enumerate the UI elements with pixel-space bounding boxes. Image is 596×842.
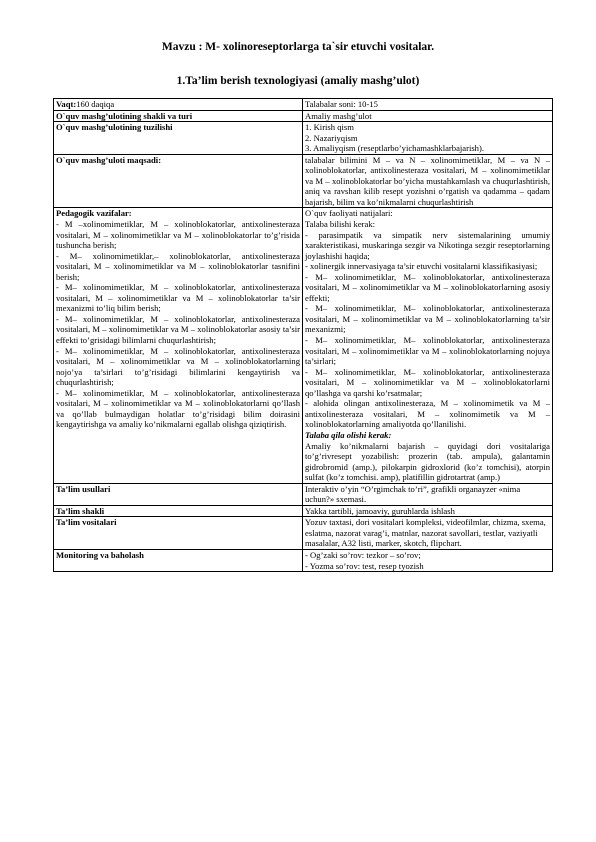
tools-label: Ta’lim vositalari (54, 517, 303, 550)
list-item: - M –xolinomimetiklar, M – xolinoblokatorlar, antixolinesteraza vositalari, M – xolinomimetiklar va M – xolinoblokatorlar to’g’risida tushuncha berish; (56, 219, 300, 251)
table-row (54, 110, 553, 122)
list-item: - M– xolinomimetiklar, M– xolinoblokatorlar, antixolinesteraza vositalari, M – xolinomimetiklar va M – xolinoblokatorlarning nojuya ta’sirlari; (305, 335, 550, 367)
monitoring-label: Monitoring va baholash (54, 549, 303, 571)
table-row (54, 549, 553, 571)
list-item: - alohida olingan antixolinesteraza, M – xolinomimetik va M – antixolinesteraza vositalari, M – xolinomimetik va M – xolinoblokatorlarning amaliyotda qo’llanilishi. (305, 398, 550, 430)
table-row (54, 208, 553, 483)
table-row (54, 517, 553, 550)
goal-label: O`quv mashg’uloti maqsadi: (54, 154, 303, 208)
methods-label: Ta’lim usullari (54, 483, 303, 505)
list-item: - M– xolinomimetiklar, M – xolinoblokatorlar, antixolinesteraza vositalari, M – xolinomimetiklar va M – xolinoblokatorlar ta’sir mexanizmi to’liq bilim berish; (56, 282, 300, 314)
lesson-plan-table (53, 98, 553, 572)
list-item: - M– xolinomimetiklar, M – xolinoblokatorlar, antixolinesteraza vositalari, M – xolinomimetiklar va M – xolinoblokatorlar asosiy ta’sir effekti to’grisidagi bilimlarni chuqurlashtirish; (56, 313, 300, 346)
form-value: Amaliy mashg’ulot (303, 110, 553, 122)
list-item: - Yozma so’rov: test, resep tyozish (305, 560, 424, 571)
list-item: - M– xolinomimetiklar, M– xolinoblokatorlar, antixolinesteraza vositalari, M – xolinomimetiklar va M – xolinoblokatorlarning asosiy effekti; (305, 271, 550, 303)
list-item: - M– xolinomimetiklar, M – xolinoblokatorlar, antixolinesteraza vositalari, M – xolinomimetiklar va M – xolinoblokatorlarning nojo’ya ta’sirlari to’g’risidagi bilimlarini kengaytirish va chuqurlashtirish; (56, 345, 300, 388)
students-count: Talabalar soni: 10-15 (303, 99, 553, 111)
list-item: - M– xolinomimetiklar, M– xolinoblokatorlar, antixolinesteraza vositalari, M – xolinomimetiklar va M – xolinoblokatorlarni qo’llashga va qarshi ko’rsatmalar; (305, 366, 550, 398)
methods-value: Interaktiv o’yin “O’rgimchak to’ri”, grafikli organayzer «nima uchun?» sxemasi. (303, 483, 553, 505)
monitoring-list (303, 549, 553, 571)
list-item: 3. Amaliyqism (reseptlarbo’yichamashklarbajarish). (305, 143, 484, 154)
tasks-cell (54, 208, 303, 483)
skills-text: Amaliy ko’nikmalarni bajarish – quyidagi dori vositalariga to’g’rivresept yozabilish: prozerin (tab. ampula), galantamin gidrobromid (amp.), pilokarpin gidroxlorid (ko’z tomchisi), atorpin sulfat (ko’z tomchisi. amp), platifillin gidrotartrat (amp.) (305, 440, 550, 483)
table-row (54, 154, 553, 208)
structure-label: O`quv mashg’ulotining tuzilishi (54, 122, 303, 155)
list-item: - xolinergik innervasiyaga ta’sir etuvchi vositalarni klassifikasiyasi; (305, 261, 538, 272)
table-row (54, 99, 553, 111)
list-item: - M– xolinomimetiklar,– xolinoblokatorlar, antixolinesteraza vositalari, M – xolinomimetiklar va M – xolinoblokatorlar tasnifini berish; (56, 250, 300, 282)
list-item: 1. Kirish qism (305, 122, 354, 133)
tasks-heading: Pedagogik vazifalar: (56, 208, 132, 219)
form-label: O`quv mashg’ulotining shakli va turi (54, 110, 303, 122)
list-item: - M– xolinomimetiklar, M – xolinoblokatorlar, antixolinesteraza vositalari, M – xolinomimetiklar va M – xolinoblokatorlarni qo’llash va qo’llab bulmaydigan holatlar to’g’risidagi bilim doirasini kengaytirishga va amaliy ko’nikmalarni egallab olishga qiziqtirish. (56, 387, 300, 430)
tools-value: Yozuv taxtasi, dori vositalari kompleksi, videofilmlar, chizma, sxema, eslatma, nazorat varag’i, matnlar, nazorat savollari, testlar, vaziyatli masalalar, A32 listi, marker, skotch, flipchart. (303, 517, 553, 550)
time-value: 160 daqiqa (76, 99, 115, 109)
list-item: - parasimpatik va simpatik nerv sistemalarining umumiy xarakteristikasi, muskaringa sezgir va Nikotinga sezgir reseptorlarning joylashishi haqida; (305, 229, 550, 261)
skills-heading: Talaba qila olishi kerak: (305, 429, 392, 440)
goal-text: talabalar bilimini M – va N – xolinomimetiklar, M – va N – xolinoblokatorlar, antixolinesteraza vositalari, M – xolinomimetiklar va M – xolinoblokatorlar bo’yicha mustahkamlash va chuqurlashtirish, aniq va ravshan kilib resept yozishni o’rgatish va qadamma – qadam bajarish, bilim va ko’nikmalarni chuqurlashtirish (303, 154, 553, 208)
shape-value: Yakka tartibli, jamoaviy, guruhlarda ishlash (303, 505, 553, 517)
table-row (54, 505, 553, 517)
list-item: - Og’zaki so’rov: tezkor – so’rov; (305, 549, 421, 560)
structure-list (303, 122, 553, 155)
list-item: 2. Nazariyqism (305, 132, 358, 143)
table-row (54, 483, 553, 505)
time-label: Vaqt: (56, 99, 77, 109)
shape-label: Ta’lim shakli (54, 505, 303, 517)
list-item: - M– xolinomimetiklar, M– xolinoblokatorlar, antixolinesteraza vositalari, M – xolinomimetiklar va M – xolinoblokatorlarning ta’sir mexanizmi; (305, 303, 550, 335)
outcomes-heading: O`quv faoliyati natijalari: (305, 208, 393, 219)
document-subtitle: 1.Ta’lim berish texnologiyasi (amaliy mashg’ulot) (176, 75, 420, 87)
outcomes-cell (303, 208, 553, 483)
time-cell (54, 99, 303, 111)
outcomes-intro: Talaba bilishi kerak: (305, 219, 376, 230)
table-row (54, 122, 553, 155)
document-title: Mavzu : M- xolinoreseptorlarga ta`sir etuvchi vositalar. (161, 41, 435, 53)
